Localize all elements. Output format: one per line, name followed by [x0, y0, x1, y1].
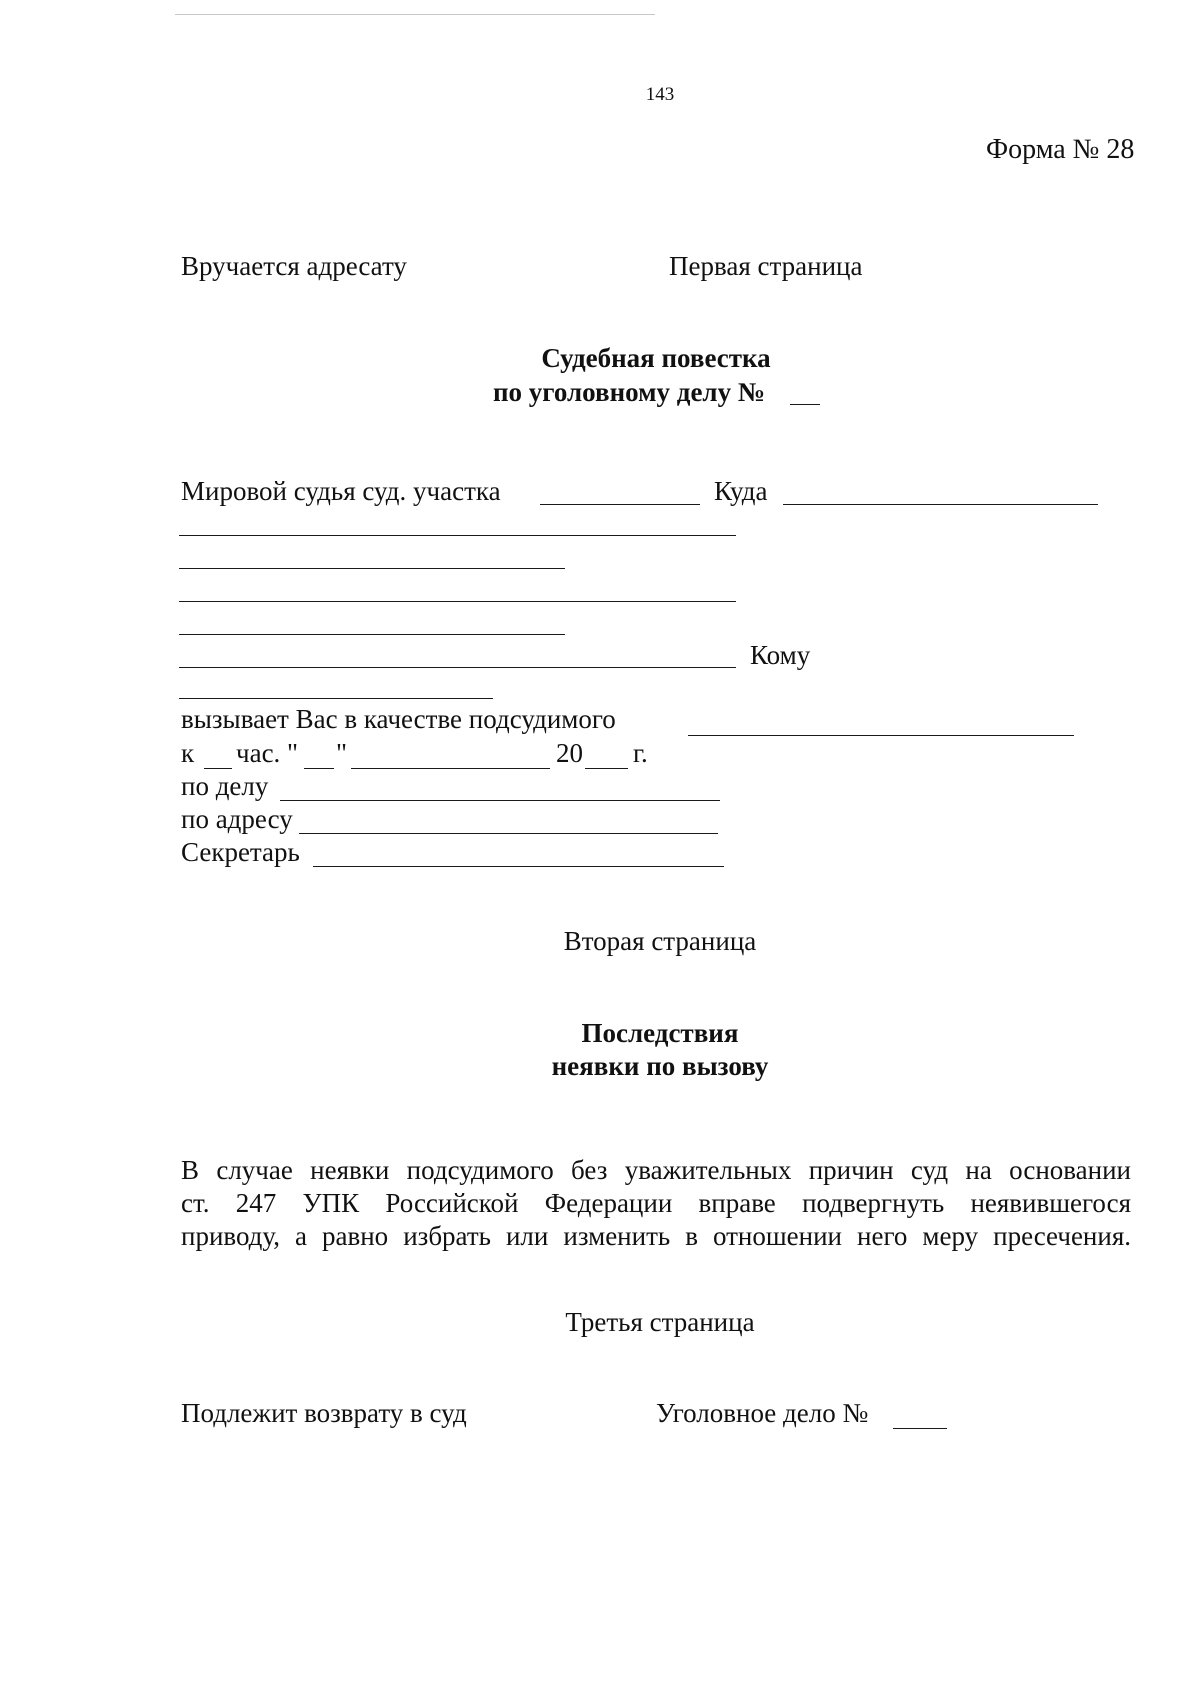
second-page-label: Вторая страница — [563, 926, 757, 956]
first-page-label: Первая страница — [669, 251, 863, 281]
time-quote-label: " — [336, 738, 348, 768]
case-number-blank — [790, 404, 820, 405]
time-hour-label: час. " — [236, 738, 299, 768]
address-blank — [299, 833, 718, 834]
paragraph-line: В случае неявки подсудимого без уважительных причин суд на основании — [181, 1155, 1131, 1185]
case-label: по делу — [181, 771, 269, 801]
secretary-label: Секретарь — [181, 837, 300, 867]
secretary-blank — [313, 866, 724, 867]
blank-line — [179, 568, 565, 569]
paragraph-line: приводу, а равно избрать или изменить в отношении него меру пресечения. — [181, 1221, 1131, 1251]
criminal-case-number-blank — [893, 1428, 947, 1429]
form-number: Форма № 28 — [986, 134, 1135, 165]
consequences-title: Последствия — [581, 1018, 739, 1048]
magistrate-label: Мировой судья суд. участка — [181, 476, 501, 506]
summons-subtitle-text: по уголовному делу № — [493, 377, 765, 407]
where-label: Куда — [714, 476, 768, 506]
paragraph-line: ст. 247 УПК Российской Федерации вправе подвергнуть неявившегося — [181, 1188, 1131, 1218]
case-blank — [280, 800, 720, 801]
blank-line — [179, 698, 493, 699]
where-blank — [783, 504, 1098, 505]
year-prefix-label: 20 — [556, 738, 583, 768]
summons-subtitle — [493, 376, 765, 408]
blank-line — [179, 667, 736, 668]
consequences-paragraph — [181, 1154, 1131, 1253]
defendant-name-blank — [688, 735, 1074, 736]
blank-line — [179, 601, 736, 602]
hour-blank — [204, 768, 232, 769]
third-page-label: Третья страница — [565, 1307, 755, 1337]
consequences-subtitle: неявки по вызову — [551, 1051, 769, 1081]
scan-artifact — [175, 14, 655, 15]
year-suffix-label: г. — [633, 738, 648, 768]
to-whom-label: Кому — [750, 640, 811, 670]
month-blank — [351, 768, 550, 769]
page-number: 143 — [645, 84, 675, 105]
blank-line — [179, 634, 565, 635]
criminal-case-number-label: Уголовное дело № — [656, 1398, 869, 1428]
summons-text: вызывает Вас в качестве подсудимого — [181, 704, 616, 734]
delivered-to-addressee-label: Вручается адресату — [181, 251, 407, 281]
blank-line — [179, 535, 736, 536]
summons-title: Судебная повестка — [541, 343, 771, 373]
address-label: по адресу — [181, 804, 293, 834]
year-blank — [585, 768, 628, 769]
day-blank — [304, 768, 334, 769]
return-to-court-label: Подлежит возврату в суд — [181, 1398, 467, 1428]
time-k-label: к — [181, 738, 195, 768]
court-section-blank — [540, 504, 700, 505]
